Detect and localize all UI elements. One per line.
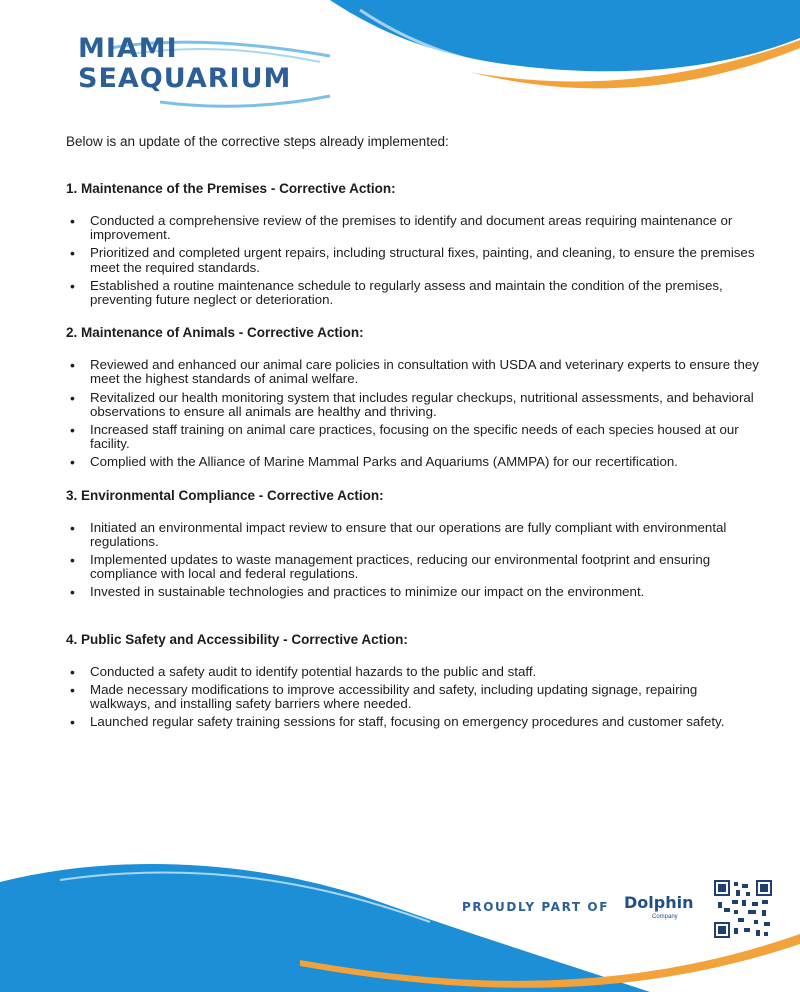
section-heading: 3. Environmental Compliance - Corrective Action: <box>66 487 384 503</box>
list-item: • Established a routine maintenance schedule to regularly assess and maintain the condition of the premises, preventing future neglect or deterioration. <box>60 279 760 307</box>
list-item: • Reviewed and enhanced our animal care policies in consultation with USDA and veterinary experts to ensure they meet the highest standards of animal welfare. <box>60 358 760 386</box>
list-item: • Made necessary modifications to improve accessibility and safety, including updating signage, repairing walkways, and installing safety barriers where needed. <box>60 683 760 711</box>
logo-line-1: MIAMI <box>78 33 178 64</box>
list-item: • Revitalized our health monitoring system that includes regular checkups, nutritional assessments, and behavioral observations to ensure all animals are healthy and thriving. <box>60 391 760 419</box>
list-item: • Increased staff training on animal care practices, focusing on the specific needs of each species housed at our facility. <box>60 423 760 451</box>
list-item: • Conducted a comprehensive review of the premises to identify and document areas requiring maintenance or improvement. <box>60 214 760 242</box>
dolphin-company-logo: Dolphin <box>624 893 694 912</box>
bullet-list <box>60 358 760 469</box>
letter-body <box>60 134 760 747</box>
section-heading: 2. Maintenance of Animals - Corrective Action: <box>66 325 364 341</box>
list-item: • Implemented updates to waste management practices, reducing our environmental footprint and ensuring compliance with local and federal regulations. <box>60 553 760 581</box>
list-item: • Prioritized and completed urgent repairs, including structural fixes, painting, and cleaning, to ensure the premises meet the required standards. <box>60 246 760 274</box>
intro-text: Below is an update of the corrective steps already implemented: <box>66 134 449 149</box>
section-animals <box>60 325 760 469</box>
list-item: • Complied with the Alliance of Marine Mammal Parks and Aquariums (AMMPA) for our recertification. <box>60 455 760 469</box>
qr-code-icon[interactable] <box>714 880 772 938</box>
list-item: • Conducted a safety audit to identify potential hazards to the public and staff. <box>60 665 760 679</box>
section-heading: 1. Maintenance of the Premises - Corrective Action: <box>66 181 396 196</box>
miami-seaquarium-logo <box>78 34 291 94</box>
section-premises <box>60 181 760 307</box>
logo-line-2: SEAQUARIUM <box>78 63 292 94</box>
bullet-list <box>60 521 760 600</box>
bullet-list <box>60 214 760 307</box>
section-heading: 4. Public Safety and Accessibility - Corrective Action: <box>66 631 408 647</box>
list-item: • Invested in sustainable technologies and practices to minimize our impact on the environment. <box>60 585 760 599</box>
list-item: • Initiated an environmental impact review to ensure that our operations are fully compliant with environmental regulations. <box>60 521 760 549</box>
section-public-safety <box>60 632 760 730</box>
bottom-wave-decoration <box>0 842 800 992</box>
proudly-part-of-text: PROUDLY PART OF <box>462 900 610 914</box>
bullet-list <box>60 665 760 730</box>
dolphin-company-sublabel: Company <box>652 914 678 920</box>
section-environment <box>60 488 760 600</box>
list-item: • Launched regular safety training sessions for staff, focusing on emergency procedures and customer safety. <box>60 715 760 729</box>
